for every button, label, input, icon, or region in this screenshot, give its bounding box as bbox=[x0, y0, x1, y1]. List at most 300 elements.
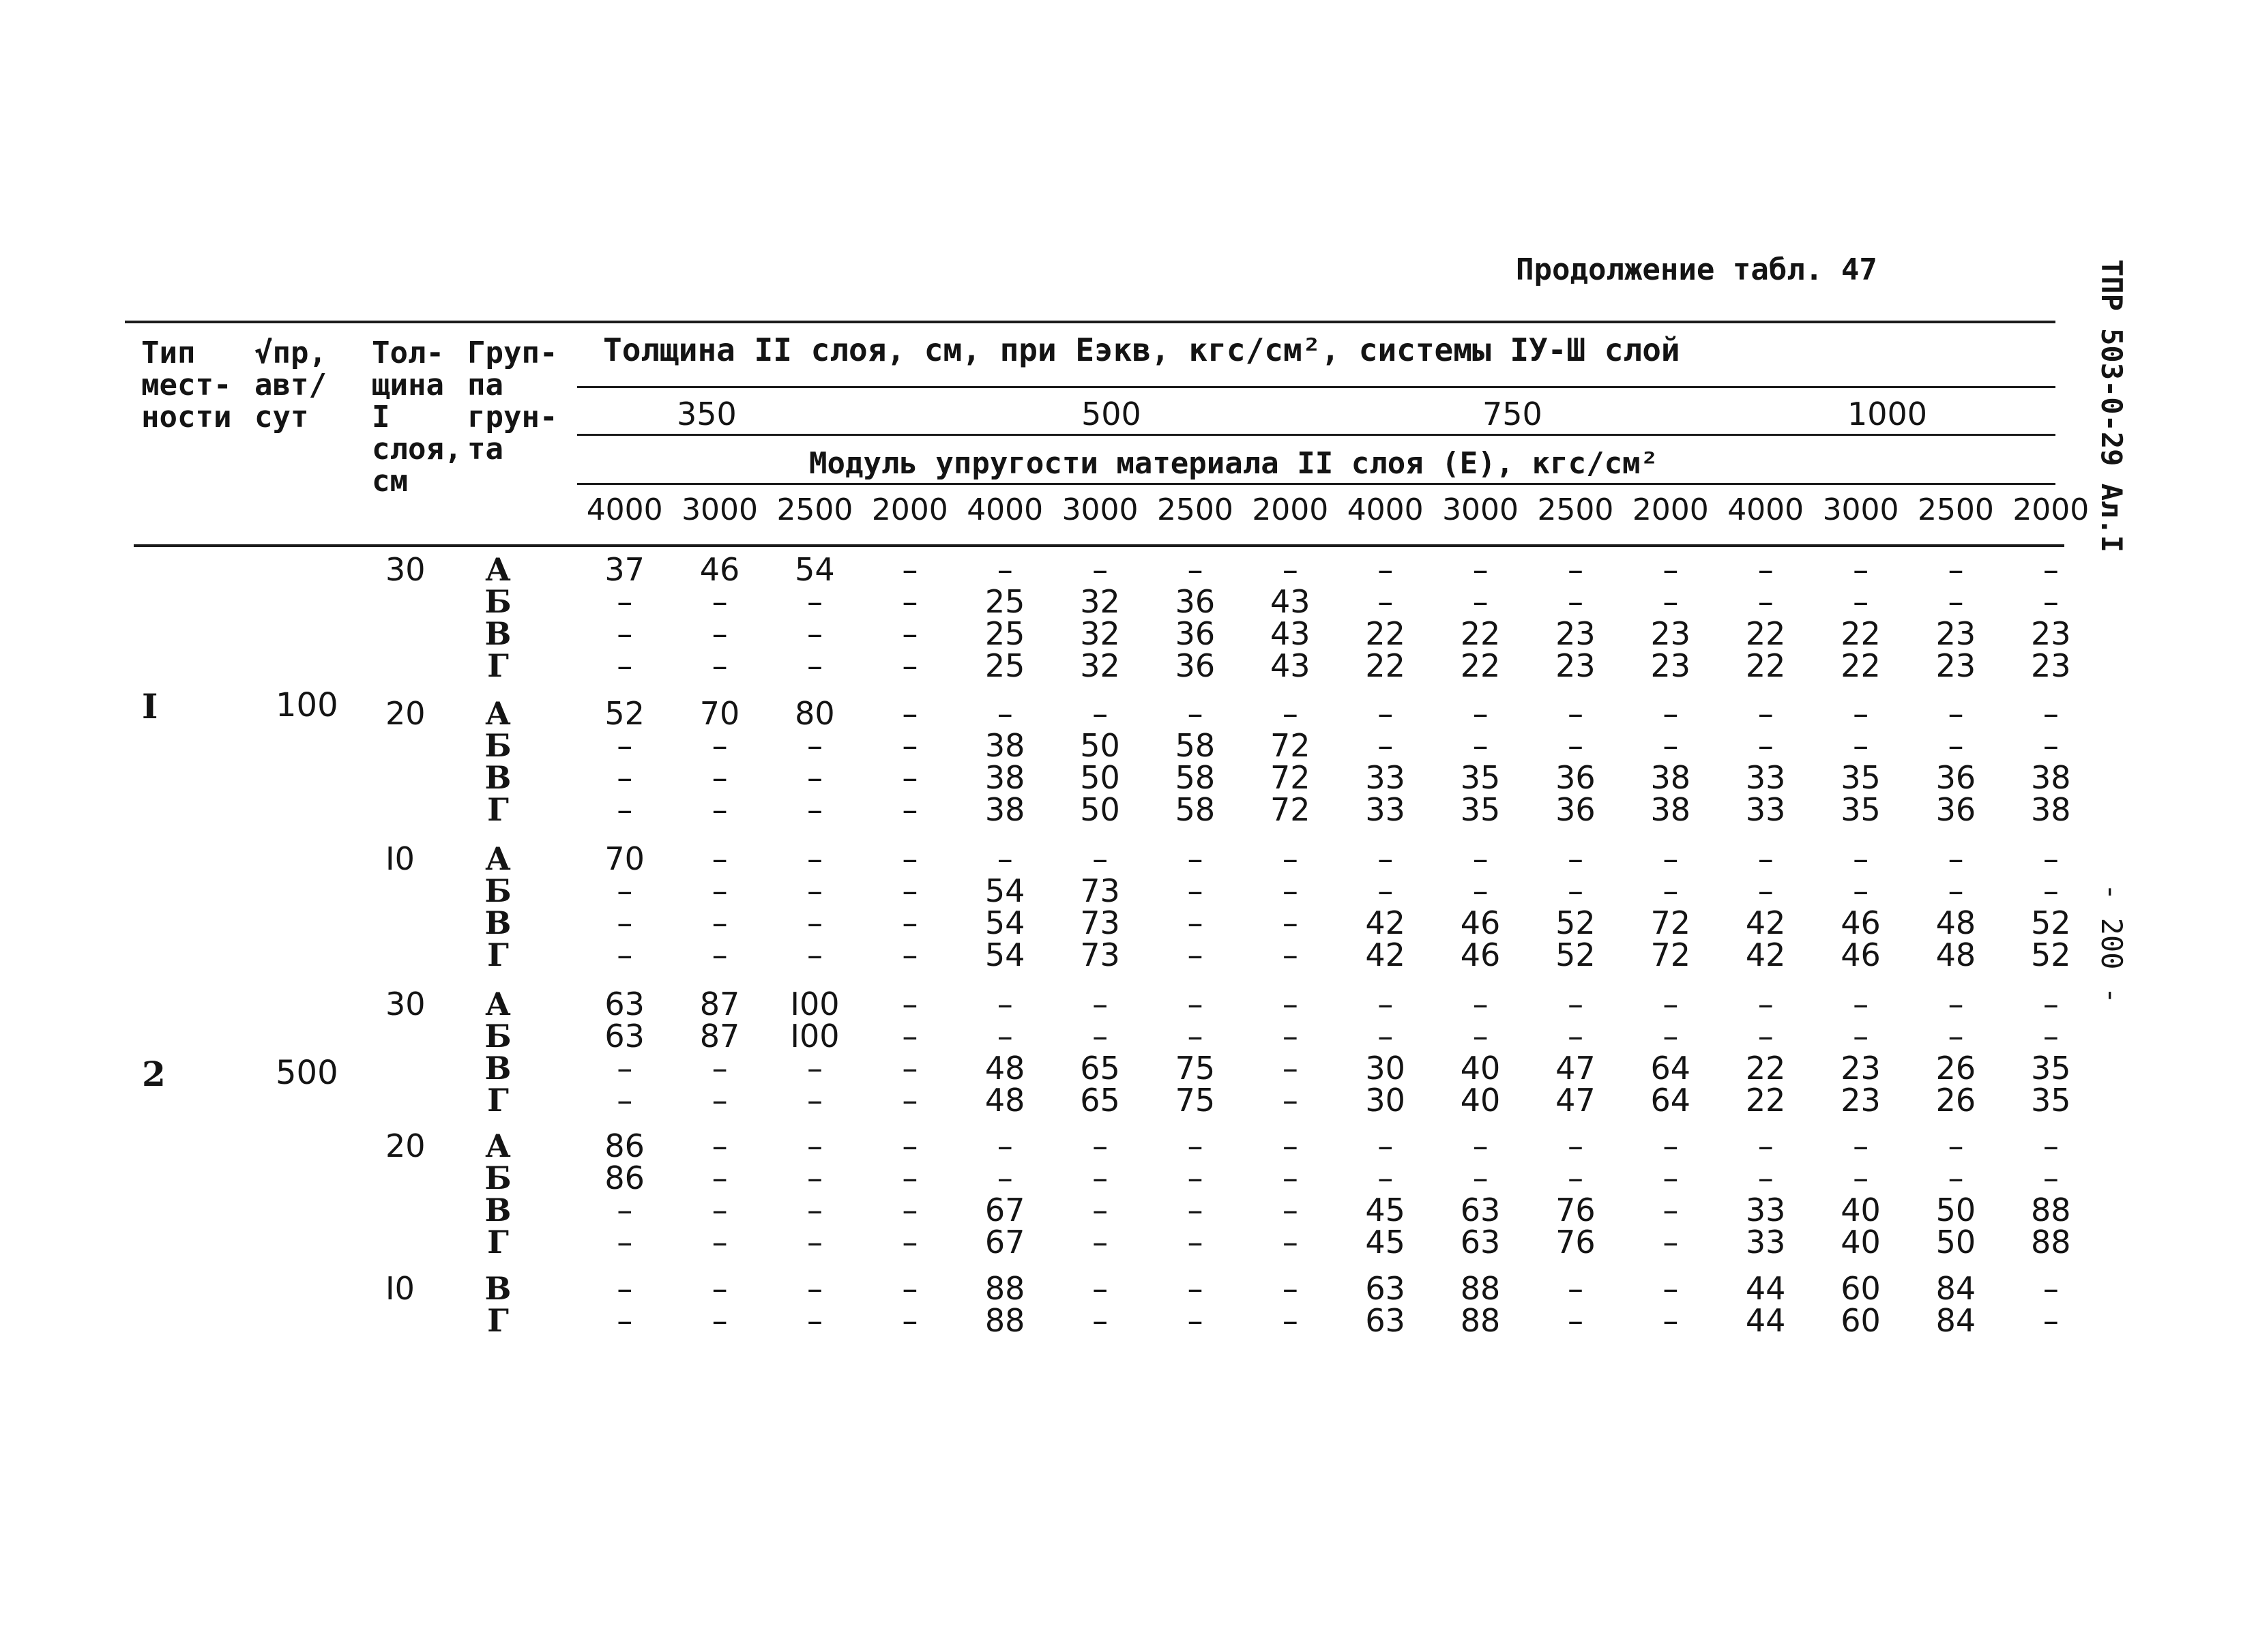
table-cell: 54 bbox=[984, 936, 1025, 973]
soil-group: Б bbox=[484, 727, 512, 764]
soil-group: Г bbox=[487, 1224, 509, 1260]
table-cell: – bbox=[1187, 840, 1203, 877]
table-cell: – bbox=[1187, 872, 1203, 909]
table-cell: 58 bbox=[1175, 759, 1216, 796]
table-caption: Продолжение табл. 47 bbox=[1516, 252, 1877, 287]
table-cell: 46 bbox=[1841, 904, 1881, 941]
soil-group: В bbox=[484, 615, 512, 652]
table-cell: – bbox=[1662, 986, 1679, 1022]
table-cell: 22 bbox=[1745, 615, 1786, 652]
table-cell: – bbox=[806, 1127, 823, 1164]
table-cell: – bbox=[902, 727, 918, 764]
table-cell: 35 bbox=[2031, 1082, 2071, 1119]
table-cell: 33 bbox=[1745, 1224, 1786, 1260]
soil-group: Г bbox=[487, 647, 509, 684]
table-cell: 80 bbox=[795, 695, 835, 732]
table-cell: – bbox=[1567, 840, 1583, 877]
table-cell: – bbox=[1187, 904, 1203, 941]
table-cell: – bbox=[902, 1192, 918, 1228]
table-row bbox=[0, 1127, 2256, 1164]
table-cell: – bbox=[1282, 1050, 1298, 1087]
page-number: - 200 - bbox=[2095, 883, 2128, 1005]
table-cell: – bbox=[1282, 936, 1298, 973]
table-cell: – bbox=[712, 1127, 728, 1164]
table-row bbox=[0, 727, 2256, 764]
table-cell: – bbox=[1567, 583, 1583, 620]
table-cell: – bbox=[2042, 551, 2059, 588]
table-cell: 52 bbox=[2031, 904, 2071, 941]
table-cell: 42 bbox=[1745, 904, 1786, 941]
table-cell: 45 bbox=[1365, 1224, 1405, 1260]
table-cell: 67 bbox=[984, 1192, 1025, 1228]
table-cell: – bbox=[712, 727, 728, 764]
soil-group: Б bbox=[484, 583, 512, 620]
eeq-500: 500 bbox=[1081, 396, 1141, 432]
table-cell: 88 bbox=[1460, 1270, 1501, 1307]
table-cell: 70 bbox=[604, 840, 645, 877]
soil-group: В bbox=[484, 1270, 512, 1307]
table-cell: 50 bbox=[1080, 759, 1120, 796]
table-cell: – bbox=[1092, 1018, 1109, 1054]
table-cell: – bbox=[1377, 583, 1394, 620]
table-cell: 52 bbox=[604, 695, 645, 732]
table-row bbox=[0, 936, 2256, 973]
soil-group: А bbox=[485, 551, 511, 588]
table-cell: 87 bbox=[699, 986, 740, 1022]
table-cell: 38 bbox=[2031, 791, 2071, 828]
table-cell: – bbox=[1187, 1270, 1203, 1307]
table-cell: – bbox=[806, 872, 823, 909]
table-cell: 23 bbox=[1555, 615, 1596, 652]
table-cell: – bbox=[712, 1050, 728, 1087]
table-cell: – bbox=[712, 791, 728, 828]
table-cell: – bbox=[1853, 583, 1869, 620]
table-cell: – bbox=[712, 904, 728, 941]
table-cell: – bbox=[806, 1270, 823, 1307]
table-cell: – bbox=[902, 1270, 918, 1307]
header-modulus-title: Модуль упругости материала II слоя (Е), кгс/см² bbox=[809, 446, 1659, 481]
table-cell: – bbox=[1662, 727, 1679, 764]
table-cell: 23 bbox=[1841, 1050, 1881, 1087]
table-cell: – bbox=[806, 1082, 823, 1119]
table-cell: – bbox=[1282, 1160, 1298, 1196]
table-cell: – bbox=[1472, 1127, 1489, 1164]
table-cell: – bbox=[1472, 583, 1489, 620]
modulus-col-header: 3000 bbox=[682, 492, 759, 527]
table-cell: – bbox=[806, 615, 823, 652]
table-row bbox=[0, 1194, 2256, 1226]
table-cell: 73 bbox=[1080, 872, 1120, 909]
table-cell: – bbox=[2042, 1127, 2059, 1164]
table-cell: – bbox=[1757, 1160, 1774, 1196]
table-cell: 36 bbox=[1555, 759, 1596, 796]
table-cell: 26 bbox=[1935, 1050, 1976, 1087]
table-cell: 26 bbox=[1935, 1082, 1976, 1119]
layer-thickness: 20 bbox=[385, 695, 426, 732]
table-cell: – bbox=[1092, 1192, 1109, 1228]
soil-group: Г bbox=[487, 936, 509, 973]
table-cell: 36 bbox=[1555, 791, 1596, 828]
table-cell: 23 bbox=[2031, 615, 2071, 652]
table-cell: 70 bbox=[699, 695, 740, 732]
table-cell: – bbox=[617, 904, 633, 941]
table-cell: – bbox=[1187, 1018, 1203, 1054]
table-cell: 76 bbox=[1555, 1192, 1596, 1228]
table-cell: – bbox=[2042, 1018, 2059, 1054]
table-cell: – bbox=[1377, 1160, 1394, 1196]
table-cell: 33 bbox=[1745, 1192, 1786, 1228]
table-cell: 33 bbox=[1745, 759, 1786, 796]
table-cell: 52 bbox=[2031, 936, 2071, 973]
table-cell: – bbox=[1282, 551, 1298, 588]
soil-group: Б bbox=[484, 1018, 512, 1054]
table-cell: – bbox=[1853, 986, 1869, 1022]
table-cell: – bbox=[902, 615, 918, 652]
table-cell: – bbox=[2042, 583, 2059, 620]
table-cell: 73 bbox=[1080, 936, 1120, 973]
table-cell: 22 bbox=[1745, 1050, 1786, 1087]
table-cell: 23 bbox=[2031, 647, 2071, 684]
table-cell: – bbox=[1853, 840, 1869, 877]
table-cell: – bbox=[617, 1270, 633, 1307]
table-cell: 22 bbox=[1841, 615, 1881, 652]
table-cell: – bbox=[1092, 1224, 1109, 1260]
table-cell: – bbox=[1948, 872, 1964, 909]
table-cell: 22 bbox=[1460, 647, 1501, 684]
modulus-col-header: 3000 bbox=[1061, 492, 1139, 527]
table-row bbox=[0, 1020, 2256, 1052]
table-cell: – bbox=[1282, 1018, 1298, 1054]
table-cell: 22 bbox=[1365, 647, 1405, 684]
table-row bbox=[0, 840, 2256, 877]
header-thickness: Тол- щина I слоя, см bbox=[372, 336, 463, 499]
modulus-col-header: 3000 bbox=[1822, 492, 1899, 527]
table-cell: – bbox=[1948, 583, 1964, 620]
table-cell: 86 bbox=[604, 1160, 645, 1196]
layer-thickness: 30 bbox=[385, 551, 426, 588]
table-cell: – bbox=[1567, 551, 1583, 588]
table-cell: 32 bbox=[1080, 583, 1120, 620]
table-cell: 42 bbox=[1365, 936, 1405, 973]
table-cell: – bbox=[1757, 840, 1774, 877]
table-cell: 54 bbox=[795, 551, 835, 588]
table-cell: 52 bbox=[1555, 936, 1596, 973]
table-cell: – bbox=[617, 791, 633, 828]
soil-group: А bbox=[485, 695, 511, 732]
table-cell: – bbox=[1472, 1160, 1489, 1196]
table-cell: 48 bbox=[984, 1082, 1025, 1119]
terrain-type: I bbox=[142, 686, 158, 726]
table-cell: 35 bbox=[1841, 791, 1881, 828]
table-cell: 63 bbox=[604, 1018, 645, 1054]
table-cell: – bbox=[1757, 1018, 1774, 1054]
table-cell: – bbox=[1662, 1192, 1679, 1228]
table-cell: 58 bbox=[1175, 727, 1216, 764]
table-cell: 23 bbox=[1650, 647, 1691, 684]
table-cell: 44 bbox=[1745, 1270, 1786, 1307]
table-cell: – bbox=[902, 1160, 918, 1196]
table-cell: 52 bbox=[1555, 904, 1596, 941]
table-cell: – bbox=[617, 1050, 633, 1087]
table-cell: 88 bbox=[984, 1270, 1025, 1307]
table-cell: – bbox=[617, 727, 633, 764]
table-cell: – bbox=[902, 647, 918, 684]
table-cell: – bbox=[806, 727, 823, 764]
table-cell: – bbox=[1948, 727, 1964, 764]
table-cell: 25 bbox=[984, 583, 1025, 620]
table-cell: – bbox=[1472, 551, 1489, 588]
table-cell: – bbox=[1662, 872, 1679, 909]
table-cell: 23 bbox=[1650, 615, 1691, 652]
table-cell: – bbox=[806, 904, 823, 941]
table-cell: – bbox=[712, 1224, 728, 1260]
table-row bbox=[0, 988, 2256, 1020]
table-row bbox=[0, 1052, 2256, 1085]
table-cell: 30 bbox=[1365, 1050, 1405, 1087]
table-cell: 40 bbox=[1841, 1192, 1881, 1228]
table-cell: – bbox=[1282, 986, 1298, 1022]
table-row bbox=[0, 1302, 2256, 1339]
table-cell: – bbox=[712, 936, 728, 973]
table-cell: – bbox=[1092, 986, 1109, 1022]
table-cell: 35 bbox=[1460, 791, 1501, 828]
table-cell: 22 bbox=[1745, 647, 1786, 684]
modulus-col-header: 2500 bbox=[1917, 492, 1994, 527]
soil-group: Г bbox=[487, 1302, 509, 1339]
table-cell: – bbox=[712, 759, 728, 796]
table-cell: I00 bbox=[790, 1018, 840, 1054]
table-cell: – bbox=[1282, 840, 1298, 877]
table-cell: – bbox=[902, 1050, 918, 1087]
table-cell: 50 bbox=[1935, 1224, 1976, 1260]
table-cell: 38 bbox=[1650, 791, 1691, 828]
table-cell: – bbox=[617, 1082, 633, 1119]
table-cell: – bbox=[1472, 1018, 1489, 1054]
table-cell: – bbox=[1377, 1127, 1394, 1164]
table-cell: – bbox=[1567, 986, 1583, 1022]
table-cell: 48 bbox=[984, 1050, 1025, 1087]
table-cell: 63 bbox=[1460, 1224, 1501, 1260]
table-cell: – bbox=[806, 1050, 823, 1087]
table-cell: – bbox=[1662, 1160, 1679, 1196]
table-cell: – bbox=[1282, 1302, 1298, 1339]
table-cell: – bbox=[1757, 727, 1774, 764]
layer-thickness: I0 bbox=[385, 840, 415, 877]
table-cell: – bbox=[1187, 1302, 1203, 1339]
table-cell: 75 bbox=[1175, 1082, 1216, 1119]
table-cell: – bbox=[806, 936, 823, 973]
table-cell: – bbox=[1377, 551, 1394, 588]
table-cell: – bbox=[712, 872, 728, 909]
table-row bbox=[0, 647, 2256, 684]
table-cell: 63 bbox=[604, 986, 645, 1022]
table-cell: 22 bbox=[1841, 647, 1881, 684]
eeq-1000: 1000 bbox=[1847, 396, 1928, 432]
modulus-col-header: 2500 bbox=[1537, 492, 1614, 527]
document-code: ТПР 503-0-29 Ал.I bbox=[2095, 259, 2128, 552]
table-cell: – bbox=[617, 647, 633, 684]
table-cell: 72 bbox=[1270, 791, 1310, 828]
table-cell: – bbox=[1567, 1270, 1583, 1307]
table-cell: 72 bbox=[1650, 904, 1691, 941]
table-cell: – bbox=[1187, 936, 1203, 973]
layer-thickness: 20 bbox=[385, 1127, 426, 1164]
table-cell: – bbox=[1092, 1127, 1109, 1164]
soil-group: А bbox=[485, 840, 511, 877]
table-cell: – bbox=[1948, 1160, 1964, 1196]
table-cell: – bbox=[1567, 1127, 1583, 1164]
table-cell: – bbox=[1092, 551, 1109, 588]
table-cell: – bbox=[902, 1302, 918, 1339]
table-cell: – bbox=[1377, 986, 1394, 1022]
table-cell: 25 bbox=[984, 647, 1025, 684]
table-row bbox=[0, 1162, 2256, 1194]
table-cell: 48 bbox=[1935, 936, 1976, 973]
table-cell: 42 bbox=[1365, 904, 1405, 941]
table-cell: – bbox=[1662, 695, 1679, 732]
table-cell: – bbox=[712, 1082, 728, 1119]
table-cell: – bbox=[1757, 695, 1774, 732]
table-cell: – bbox=[1853, 695, 1869, 732]
table-cell: 44 bbox=[1745, 1302, 1786, 1339]
table-cell: – bbox=[617, 759, 633, 796]
table-cell: 67 bbox=[984, 1224, 1025, 1260]
table-cell: – bbox=[1092, 1160, 1109, 1196]
table-cell: 40 bbox=[1460, 1050, 1501, 1087]
table-cell: 58 bbox=[1175, 791, 1216, 828]
table-cell: 35 bbox=[2031, 1050, 2071, 1087]
soil-group: А bbox=[485, 1127, 511, 1164]
table-cell: – bbox=[1282, 1192, 1298, 1228]
table-cell: – bbox=[1187, 551, 1203, 588]
table-cell: – bbox=[1377, 872, 1394, 909]
modulus-col-header: 4000 bbox=[1347, 492, 1424, 527]
table-cell: – bbox=[2042, 840, 2059, 877]
table-cell: – bbox=[806, 1224, 823, 1260]
table-cell: – bbox=[1853, 1127, 1869, 1164]
table-cell: – bbox=[1757, 583, 1774, 620]
table-cell: – bbox=[1472, 986, 1489, 1022]
table-cell: 64 bbox=[1650, 1082, 1691, 1119]
table-cell: – bbox=[2042, 1302, 2059, 1339]
table-cell: 46 bbox=[1460, 936, 1501, 973]
table-cell: – bbox=[1853, 1160, 1869, 1196]
table-cell: 65 bbox=[1080, 1082, 1120, 1119]
table-cell: – bbox=[1187, 695, 1203, 732]
table-cell: – bbox=[806, 759, 823, 796]
table-cell: – bbox=[1662, 1018, 1679, 1054]
table-cell: – bbox=[1853, 1018, 1869, 1054]
table-cell: – bbox=[902, 1224, 918, 1260]
table-cell: 50 bbox=[1935, 1192, 1976, 1228]
table-cell: 48 bbox=[1935, 904, 1976, 941]
table-cell: 32 bbox=[1080, 615, 1120, 652]
table-cell: – bbox=[712, 1160, 728, 1196]
table-cell: – bbox=[1567, 872, 1583, 909]
modulus-col-header: 2000 bbox=[2012, 492, 2090, 527]
table-cell: – bbox=[902, 695, 918, 732]
eeq-750: 750 bbox=[1482, 396, 1542, 432]
table-cell: 40 bbox=[1841, 1224, 1881, 1260]
soil-group: Г bbox=[487, 791, 509, 828]
table-row bbox=[0, 759, 2256, 796]
table-cell: 23 bbox=[1841, 1082, 1881, 1119]
table-cell: 38 bbox=[984, 791, 1025, 828]
modulus-col-header: 2500 bbox=[1156, 492, 1233, 527]
table-cell: 72 bbox=[1270, 759, 1310, 796]
table-cell: – bbox=[617, 872, 633, 909]
table-cell: – bbox=[2042, 727, 2059, 764]
table-row bbox=[0, 904, 2256, 941]
table-cell: – bbox=[617, 1224, 633, 1260]
table-cell: – bbox=[902, 551, 918, 588]
table-cell: – bbox=[1567, 695, 1583, 732]
table-cell: – bbox=[1567, 1302, 1583, 1339]
table-cell: – bbox=[617, 615, 633, 652]
soil-group: В bbox=[484, 759, 512, 796]
table-cell: – bbox=[1187, 986, 1203, 1022]
table-cell: – bbox=[997, 1018, 1013, 1054]
table-cell: – bbox=[1948, 1127, 1964, 1164]
table-cell: – bbox=[1187, 1127, 1203, 1164]
table-cell: 73 bbox=[1080, 904, 1120, 941]
table-cell: – bbox=[1282, 1270, 1298, 1307]
table-cell: – bbox=[1757, 551, 1774, 588]
table-cell: 35 bbox=[1841, 759, 1881, 796]
table-cell: – bbox=[1187, 1192, 1203, 1228]
table-cell: 22 bbox=[1365, 615, 1405, 652]
table-cell: – bbox=[1377, 727, 1394, 764]
table-cell: 36 bbox=[1175, 583, 1216, 620]
soil-group: А bbox=[485, 986, 511, 1022]
modulus-col-header: 4000 bbox=[586, 492, 663, 527]
table-cell: – bbox=[1757, 986, 1774, 1022]
soil-group: Б bbox=[484, 872, 512, 909]
table-cell: 23 bbox=[1935, 615, 1976, 652]
soil-group: Б bbox=[484, 1160, 512, 1196]
table-cell: – bbox=[902, 1127, 918, 1164]
table-row bbox=[0, 872, 2256, 909]
table-cell: 47 bbox=[1555, 1082, 1596, 1119]
table-cell: – bbox=[2042, 986, 2059, 1022]
table-cell: 88 bbox=[1460, 1302, 1501, 1339]
table-cell: – bbox=[806, 840, 823, 877]
table-cell: – bbox=[1092, 840, 1109, 877]
table-cell: 23 bbox=[1935, 647, 1976, 684]
table-cell: 46 bbox=[699, 551, 740, 588]
table-cell: 37 bbox=[604, 551, 645, 588]
soil-group: В bbox=[484, 1192, 512, 1228]
table-cell: 54 bbox=[984, 872, 1025, 909]
table-cell: – bbox=[1282, 1127, 1298, 1164]
table-cell: – bbox=[902, 1082, 918, 1119]
table-cell: 43 bbox=[1270, 583, 1310, 620]
table-cell: – bbox=[902, 583, 918, 620]
table-cell: – bbox=[997, 695, 1013, 732]
table-cell: – bbox=[902, 759, 918, 796]
soil-group: В bbox=[484, 1050, 512, 1087]
table-cell: – bbox=[1948, 695, 1964, 732]
table-row bbox=[0, 695, 2256, 732]
table-cell: 76 bbox=[1555, 1224, 1596, 1260]
table-cell: 25 bbox=[984, 615, 1025, 652]
header-soil-group: Груп- па грун- та bbox=[467, 336, 558, 467]
table-cell: – bbox=[2042, 872, 2059, 909]
table-cell: – bbox=[1853, 727, 1869, 764]
table-cell: 63 bbox=[1460, 1192, 1501, 1228]
traffic-intensity: 100 bbox=[276, 686, 338, 724]
table-cell: – bbox=[1377, 695, 1394, 732]
